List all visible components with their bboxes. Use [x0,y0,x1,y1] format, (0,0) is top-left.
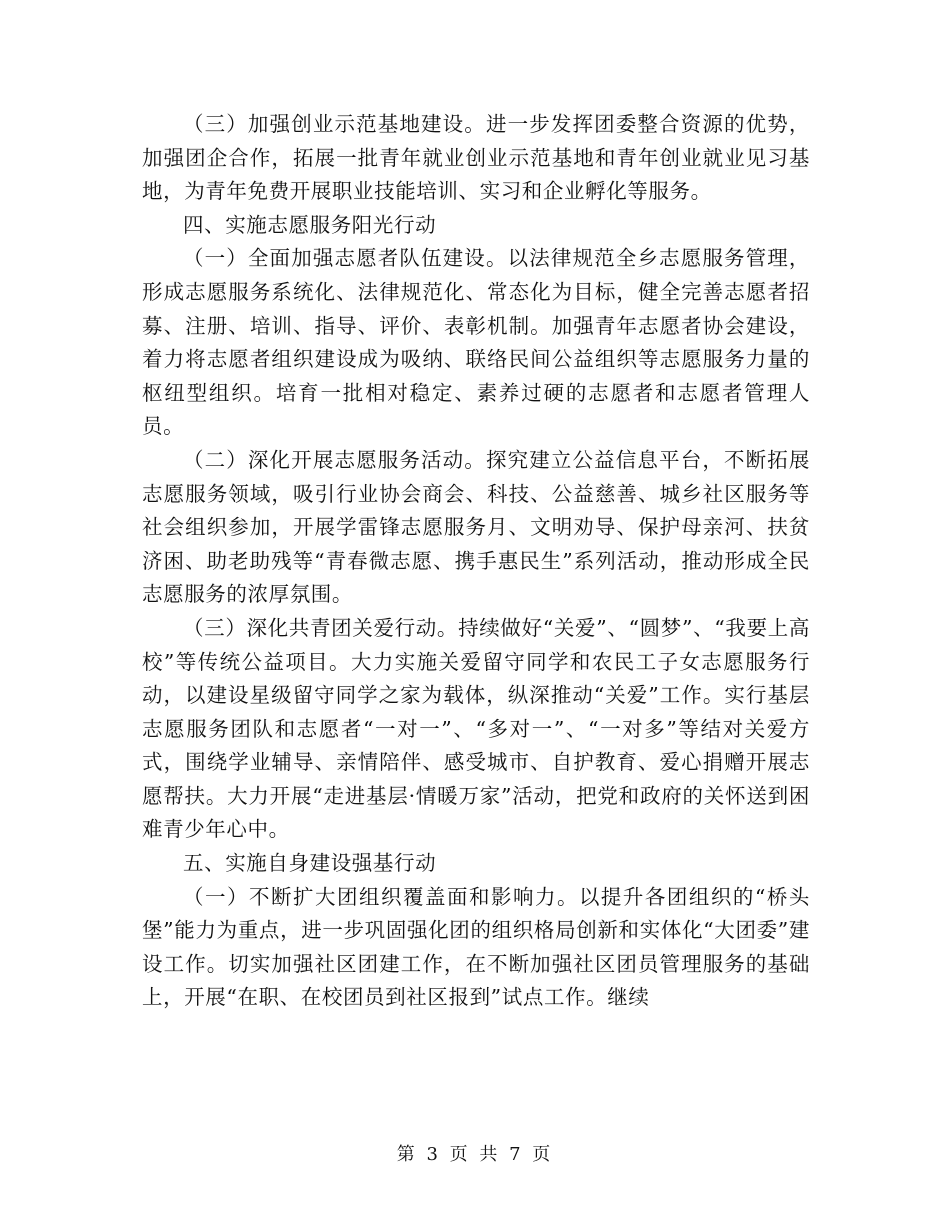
page-number-footer: 第 3 页 共 7 页 [396,1144,554,1165]
paragraph-organization-coverage: （一）不断扩大团组织覆盖面和影响力。以提升各团组织的“桥头堡”能力为重点，进一步巩固强化团的组织格局创新和实体化“大团委”建设工作。切实加强社区团建工作，在不断加强社区团员管理服务的基础上，开展“在职、在校团员到社区报到”试点工作。继续 [142,884,810,1010]
section-heading-volunteer: 四、实施志愿服务阳光行动 [183,212,437,237]
paragraph-entrepreneurship-base: （三）加强创业示范基地建设。进一步发挥团委整合资源的优势，加强团企合作，拓展一批青年就业创业示范基地和青年创业就业见习基地，为青年免费开展职业技能培训、实习和企业孵化等服务。 [142,112,810,204]
paragraph-volunteer-team: （一）全面加强志愿者队伍建设。以法律规范全乡志愿服务管理，形成志愿服务系统化、法律规范化、常态化为目标，健全完善志愿者招募、注册、培训、指导、评价、表彰机制。加强青年志愿者协会建设，着力将志愿者组织建设成为吸纳、联络民间公益组织等志愿服务力量的枢纽型组织。培育一批相对稳定、素养过硬的志愿者和志愿者管理人员。 [142,246,810,439]
paragraph-volunteer-activities: （二）深化开展志愿服务活动。探究建立公益信息平台，不断拓展志愿服务领域，吸引行业协会商会、科技、公益慈善、城乡社区服务等社会组织参加，开展学雷锋志愿服务月、文明劝导、保护母亲河、扶贫济困、助老助残等“青春微志愿、携手惠民生”系列活动，推动形成全民志愿服务的浓厚氛围。 [142,447,810,607]
section-heading-self-building: 五、实施自身建设强基行动 [183,851,437,876]
paragraph-care-action: （三）深化共青团关爱行动。持续做好“关爱”、“圆梦”、“我要上高校”等传统公益项目。大力实施关爱留守同学和农民工子女志愿服务行动，以建设星级留守同学之家为载体，纵深推动“关爱”工作。实行基层志愿服务团队和志愿者“一对一”、“多对一”、“一对多”等结对关爱方式，围绕学业辅导、亲情陪伴、感受城市、自护教育、爱心捐赠开展志愿帮扶。大力开展“走进基层·情暖万家”活动，把党和政府的关怀送到困难青少年心中。 [142,615,810,842]
document-body [142,108,810,1015]
